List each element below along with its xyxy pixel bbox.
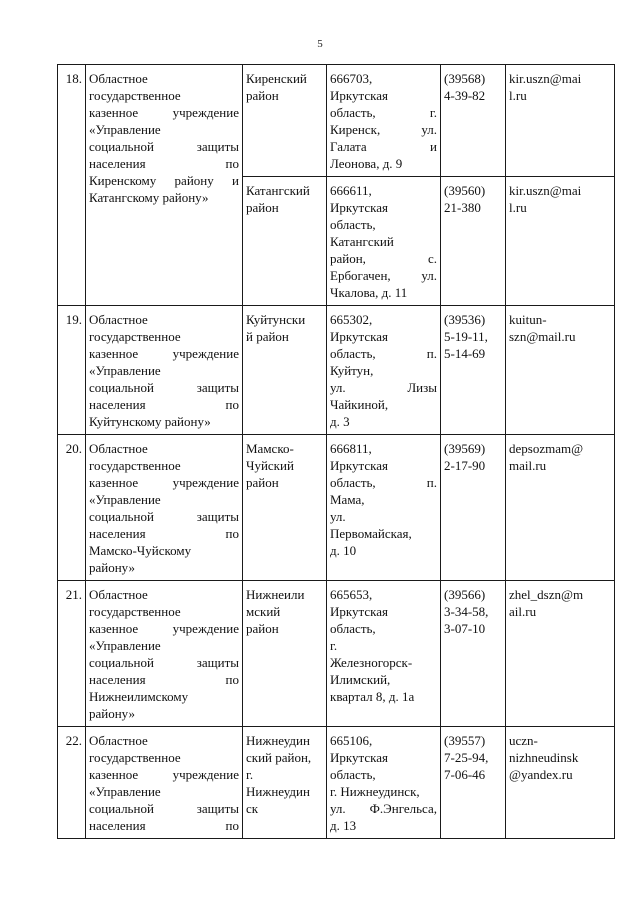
table-row	[58, 306, 615, 435]
address-line: 665302,	[330, 312, 373, 327]
organization-name-line: Катангскому району»	[89, 190, 209, 205]
address-line: Первомайская,	[330, 526, 412, 541]
district-line: район	[246, 200, 279, 215]
address-line: г. Нижнеудинск,	[330, 784, 420, 799]
address-line: Чкалова, д. 11	[330, 285, 408, 300]
phone-line: 21-380	[444, 200, 481, 215]
phone-line: (39536)	[444, 312, 486, 327]
email-line: depsozmam@	[509, 441, 584, 456]
phone	[441, 65, 506, 177]
address-line: Чайкиной,	[330, 397, 389, 412]
address-line: область, г.	[330, 105, 437, 120]
district	[243, 727, 327, 839]
email-line: kuitun-	[509, 312, 547, 327]
row-number: 20.	[58, 435, 86, 581]
organization-name-line: «Управление	[89, 638, 161, 653]
address-line: ул. Ф.Энгельса,	[330, 801, 437, 816]
address-line: область,	[330, 767, 376, 782]
organization-name	[86, 581, 243, 727]
organization-name-line: «Управление	[89, 784, 161, 799]
district-line: район	[246, 88, 279, 103]
table-row	[58, 581, 615, 727]
district-line: Нижнеудин	[246, 784, 310, 799]
organization-name-line: «Управление	[89, 492, 161, 507]
organization-name-line: району»	[89, 560, 136, 575]
organization-name-line: казенное учреждение	[89, 475, 239, 490]
organization-name-line: социальной защиты	[89, 380, 239, 395]
address-line: Ербогачен, ул.	[330, 268, 437, 283]
address-line: 666703,	[330, 71, 373, 86]
organization-name-line: Областное	[89, 441, 148, 456]
address-line: Леонова, д. 9	[330, 156, 403, 171]
address-line: 665653,	[330, 587, 373, 602]
organization-name-line: населения по	[89, 526, 239, 541]
email-line: l.ru	[509, 200, 527, 215]
district-line: ск	[246, 801, 259, 816]
address-line: Мама,	[330, 492, 365, 507]
district-line: Чуйский	[246, 458, 294, 473]
district	[243, 177, 327, 306]
organization-name-line: Киренскому району и	[89, 173, 239, 188]
address-line: область, п.	[330, 475, 437, 490]
email-line: l.ru	[509, 88, 527, 103]
address-line: Илимский,	[330, 672, 391, 687]
district-line: ский район,	[246, 750, 312, 765]
organization-name-line: населения по	[89, 156, 239, 171]
organization-name	[86, 65, 243, 306]
email-line: mail.ru	[509, 458, 547, 473]
district-line: г.	[246, 767, 254, 782]
organization-name-line: Нижнеилимскому	[89, 689, 189, 704]
row-number: 18.	[58, 65, 86, 306]
phone-line: 3-07-10	[444, 621, 486, 636]
address-line: Иркутская	[330, 88, 388, 103]
address-line: д. 3	[330, 414, 350, 429]
table-row	[58, 727, 615, 839]
organization-name-line: государственное	[89, 750, 181, 765]
address-line: д. 13	[330, 818, 357, 833]
address-line: д. 10	[330, 543, 357, 558]
organization-name-line: Областное	[89, 312, 148, 327]
organization-name-line: Областное	[89, 733, 148, 748]
organization-name-line: Мамско-Чуйскому	[89, 543, 192, 558]
address-line: квартал 8, д. 1а	[330, 689, 415, 704]
organization-name-line: населения по	[89, 672, 239, 687]
address-line: область, п.	[330, 346, 437, 361]
phone-line: (39566)	[444, 587, 486, 602]
institutions-table	[57, 64, 615, 839]
organization-name-line: казенное учреждение	[89, 346, 239, 361]
address-line: область,	[330, 621, 376, 636]
organization-name-line: казенное учреждение	[89, 621, 239, 636]
phone-line: (39568)	[444, 71, 486, 86]
organization-name-line: государственное	[89, 88, 181, 103]
email	[506, 727, 615, 839]
row-number: 19.	[58, 306, 86, 435]
address-line: Киренск, ул.	[330, 122, 437, 137]
email-line: szn@mail.ru	[509, 329, 576, 344]
email	[506, 435, 615, 581]
phone	[441, 306, 506, 435]
phone-line: 5-14-69	[444, 346, 486, 361]
organization-name	[86, 435, 243, 581]
email-line: uczn-	[509, 733, 538, 748]
row-number: 21.	[58, 581, 86, 727]
organization-name-line: населения по	[89, 397, 239, 412]
district-line: Нижнеили	[246, 587, 305, 602]
organization-name-line: «Управление	[89, 363, 161, 378]
organization-name-line: казенное учреждение	[89, 767, 239, 782]
address-line: Иркутская	[330, 750, 388, 765]
phone-line: 5-19-11,	[444, 329, 488, 344]
email-line: zhel_dszn@m	[509, 587, 584, 602]
phone	[441, 581, 506, 727]
district-line: Киренский	[246, 71, 307, 86]
table-row	[58, 435, 615, 581]
email-line: @yandex.ru	[509, 767, 573, 782]
organization-name-line: социальной защиты	[89, 655, 239, 670]
address-line: Иркутская	[330, 200, 388, 215]
address-line: 666811,	[330, 441, 372, 456]
address-line: Иркутская	[330, 329, 388, 344]
organization-name-line: государственное	[89, 604, 181, 619]
phone-line: 7-25-94,	[444, 750, 489, 765]
organization-name-line: социальной защиты	[89, 509, 239, 524]
organization-name-line: «Управление	[89, 122, 161, 137]
table-body	[58, 65, 615, 839]
email-line: kir.uszn@mai	[509, 71, 582, 86]
phone	[441, 727, 506, 839]
district-line: Мамско-	[246, 441, 294, 456]
organization-name-line: району»	[89, 706, 136, 721]
address-line: ул. Лизы	[330, 380, 437, 395]
organization-name	[86, 306, 243, 435]
email-line: kir.uszn@mai	[509, 183, 582, 198]
address-line: ул.	[330, 509, 346, 524]
organization-name-line: Областное	[89, 587, 148, 602]
organization-name-line: Областное	[89, 71, 148, 86]
district-line: Катангский	[246, 183, 310, 198]
district	[243, 435, 327, 581]
phone	[441, 435, 506, 581]
organization-name-line: казенное учреждение	[89, 105, 239, 120]
organization-name-line: государственное	[89, 329, 181, 344]
address-line: Железногорск-	[330, 655, 413, 670]
phone-line: (39569)	[444, 441, 486, 456]
address-line: г.	[330, 638, 338, 653]
email	[506, 581, 615, 727]
phone-line: 4-39-82	[444, 88, 486, 103]
phone-line: (39560)	[444, 183, 486, 198]
address-line: Иркутская	[330, 458, 388, 473]
address	[327, 177, 441, 306]
address-line: район, с.	[330, 251, 437, 266]
address	[327, 65, 441, 177]
organization-name-line: Куйтунскому району»	[89, 414, 211, 429]
address	[327, 435, 441, 581]
district-line: й район	[246, 329, 289, 344]
email	[506, 177, 615, 306]
address	[327, 727, 441, 839]
district	[243, 581, 327, 727]
address	[327, 306, 441, 435]
address-line: Куйтун,	[330, 363, 374, 378]
organization-name-line: социальной защиты	[89, 801, 239, 816]
email-line: nizhneudinsk	[509, 750, 579, 765]
address-line: область,	[330, 217, 376, 232]
district	[243, 306, 327, 435]
district-line: район	[246, 475, 279, 490]
district-line: Нижнеудин	[246, 733, 310, 748]
phone-line: (39557)	[444, 733, 486, 748]
address-line: Галата и	[330, 139, 437, 154]
district	[243, 65, 327, 177]
email	[506, 306, 615, 435]
district-line: район	[246, 621, 279, 636]
organization-name-line: населения по	[89, 818, 239, 833]
organization-name-line: государственное	[89, 458, 181, 473]
page-number: 5	[317, 38, 323, 50]
address-line: Катангский	[330, 234, 394, 249]
email-line: ail.ru	[509, 604, 537, 619]
email	[506, 65, 615, 177]
phone-line: 3-34-58,	[444, 604, 489, 619]
table-row	[58, 65, 615, 177]
address-line: 665106,	[330, 733, 373, 748]
phone-line: 2-17-90	[444, 458, 486, 473]
organization-name-line: социальной защиты	[89, 139, 239, 154]
phone	[441, 177, 506, 306]
address-line: 666611,	[330, 183, 372, 198]
address-line: Иркутская	[330, 604, 388, 619]
row-number: 22.	[58, 727, 86, 839]
organization-name	[86, 727, 243, 839]
district-line: Куйтунски	[246, 312, 306, 327]
district-line: мский	[246, 604, 281, 619]
phone-line: 7-06-46	[444, 767, 486, 782]
address	[327, 581, 441, 727]
